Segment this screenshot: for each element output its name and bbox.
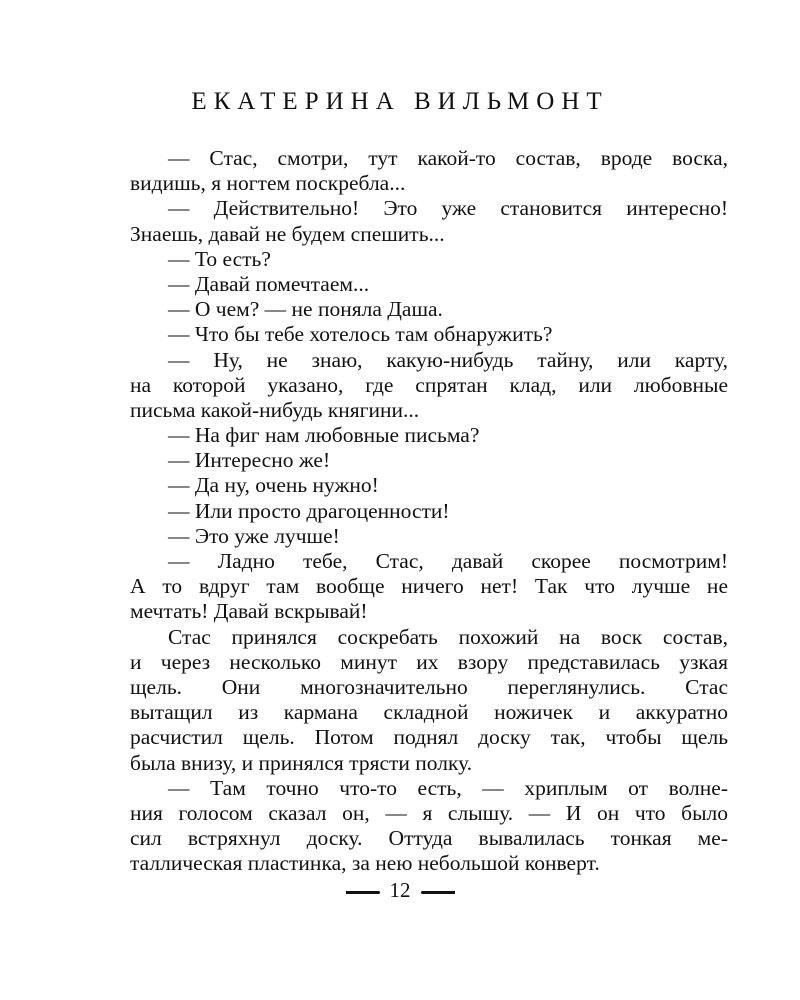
body-text bbox=[130, 146, 728, 876]
left-ornament-icon bbox=[346, 891, 380, 894]
text-line: мечтать! Давай вскрывай! bbox=[130, 599, 368, 624]
right-ornament-icon bbox=[421, 891, 455, 894]
text-line: — Давай помечтаем... bbox=[168, 271, 370, 296]
text-line: Стас принялся соскребать похожий на воск состав, bbox=[168, 624, 728, 649]
text-line: и через несколько минут их взору представилась узкая bbox=[130, 649, 728, 674]
text-line: — Да ну, очень нужно! bbox=[168, 473, 379, 498]
text-line: — На фиг нам любовные письма? bbox=[168, 423, 480, 448]
text-line: — Ну, не знаю, какую-нибудь тайну, или карту, bbox=[168, 347, 728, 372]
text-line: — О чем? — не поняла Даша. bbox=[168, 297, 443, 322]
text-line: — Действительно! Это уже становится интересно! bbox=[168, 196, 728, 221]
text-line: — Это уже лучше! bbox=[168, 523, 340, 548]
text-line: была внизу, и принялся трясти полку. bbox=[130, 750, 473, 775]
text-line: — Что бы тебе хотелось там обнаружить? bbox=[168, 322, 553, 347]
running-header-author: ЕКАТЕРИНА ВИЛЬМОНТ bbox=[191, 88, 609, 115]
text-line: А то вдруг там вообще ничего нет! Так что лучше не bbox=[130, 574, 728, 599]
text-line: — Или просто драгоценности! bbox=[168, 498, 450, 523]
text-line: расчистил щель. Потом поднял доску так, чтобы щель bbox=[130, 725, 728, 750]
text-line: ния голосом сказал он, — я слышу. — И он что было bbox=[130, 800, 728, 825]
text-line: Знаешь, давай не будем спешить... bbox=[130, 221, 445, 246]
text-line: — Ладно тебе, Стас, давай скорее посмотрим! bbox=[168, 549, 728, 573]
text-line: — Там точно что-то есть, — хриплым от волне- bbox=[168, 775, 728, 800]
text-line: видишь, я ногтем поскребла... bbox=[130, 171, 406, 196]
text-line: щель. Они многозначительно переглянулись. Стас bbox=[130, 674, 728, 699]
text-line: сил встряхнул доску. Оттуда вывалилась тонкая ме- bbox=[130, 826, 728, 851]
text-line: — Стас, смотри, тут какой-то состав, вроде воска, bbox=[168, 146, 728, 170]
page-footer bbox=[0, 878, 800, 903]
page-number: 12 bbox=[389, 878, 411, 902]
text-line: — То есть? bbox=[168, 246, 271, 271]
text-line: на которой указано, где спрятан клад, или любовные bbox=[130, 372, 728, 397]
text-line: вытащил из кармана складной ножичек и аккуратно bbox=[130, 700, 728, 725]
text-line: таллическая пластинка, за нею небольшой конверт. bbox=[130, 851, 600, 876]
text-line: — Интересно же! bbox=[168, 448, 331, 473]
text-line: письма какой-нибудь княгини... bbox=[130, 397, 420, 422]
